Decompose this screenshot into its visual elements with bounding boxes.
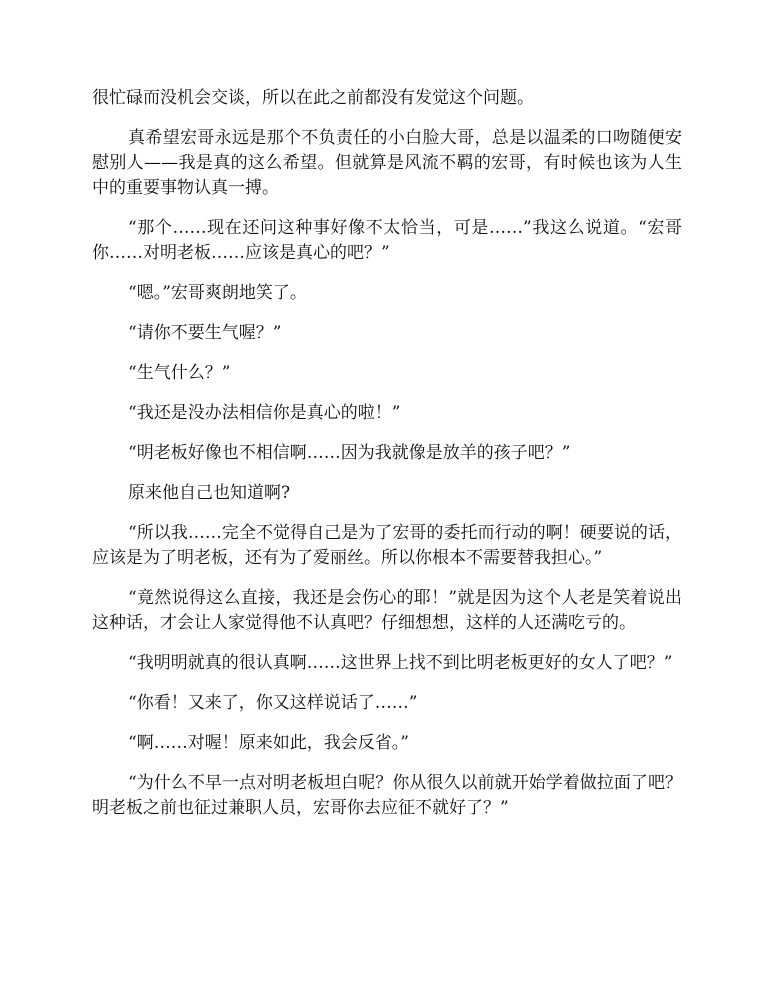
paragraph-7: “我还是没办法相信你是真心的啦！” xyxy=(128,403,401,423)
paragraph-13: “你看！又来了，你又这样说话了……” xyxy=(128,693,418,713)
paragraph-10: “所以我……完全不觉得自己是为了宏哥的委托而行动的啊！硬要说的话，应该是为了明老板，还有为了爱丽丝。所以你根本不需要替我担心。” xyxy=(92,523,682,568)
paragraph-15: “为什么不早一点对明老板坦白呢？你从很久以前就开始学着做拉面了吧？明老板之前也征过兼职人员，宏哥你去应征不就好了？” xyxy=(92,773,682,818)
paragraph-6: “生气什么？” xyxy=(128,363,231,383)
document-page xyxy=(92,86,682,836)
paragraph-4: “嗯。”宏哥爽朗地笑了。 xyxy=(128,283,307,303)
paragraph-14: “啊……对喔！原来如此，我会反省。” xyxy=(128,733,409,753)
paragraph-2: 真希望宏哥永远是那个不负责任的小白脸大哥，总是以温柔的口吻随便安慰别人——我是真的这么希望。但就算是风流不羁的宏哥，有时候也该为人生中的重要事物认真一搏。 xyxy=(92,128,682,198)
paragraph-9: 原来他自己也知道啊? xyxy=(128,483,291,503)
paragraph-12: “我明明就真的很认真啊……这世界上找不到比明老板更好的女人了吧？” xyxy=(128,653,673,673)
paragraph-1: 很忙碌而没机会交谈，所以在此之前都没有发觉这个问题。 xyxy=(92,88,534,108)
paragraph-5: “请你不要生气喔？” xyxy=(128,323,282,343)
paragraph-3: “那个……现在还问这种事好像不太恰当，可是……”我这么说道。“宏哥你……对明老板……应该是真心的吧？” xyxy=(92,218,682,263)
paragraph-8: “明老板好像也不相信啊……因为我就像是放羊的孩子吧？” xyxy=(128,443,571,463)
paragraph-11: “竟然说得这么直接，我还是会伤心的耶！”就是因为这个人老是笑着说出这种话，才会让人家觉得他不认真吧？仔细想想，这样的人还满吃亏的。 xyxy=(92,588,682,633)
